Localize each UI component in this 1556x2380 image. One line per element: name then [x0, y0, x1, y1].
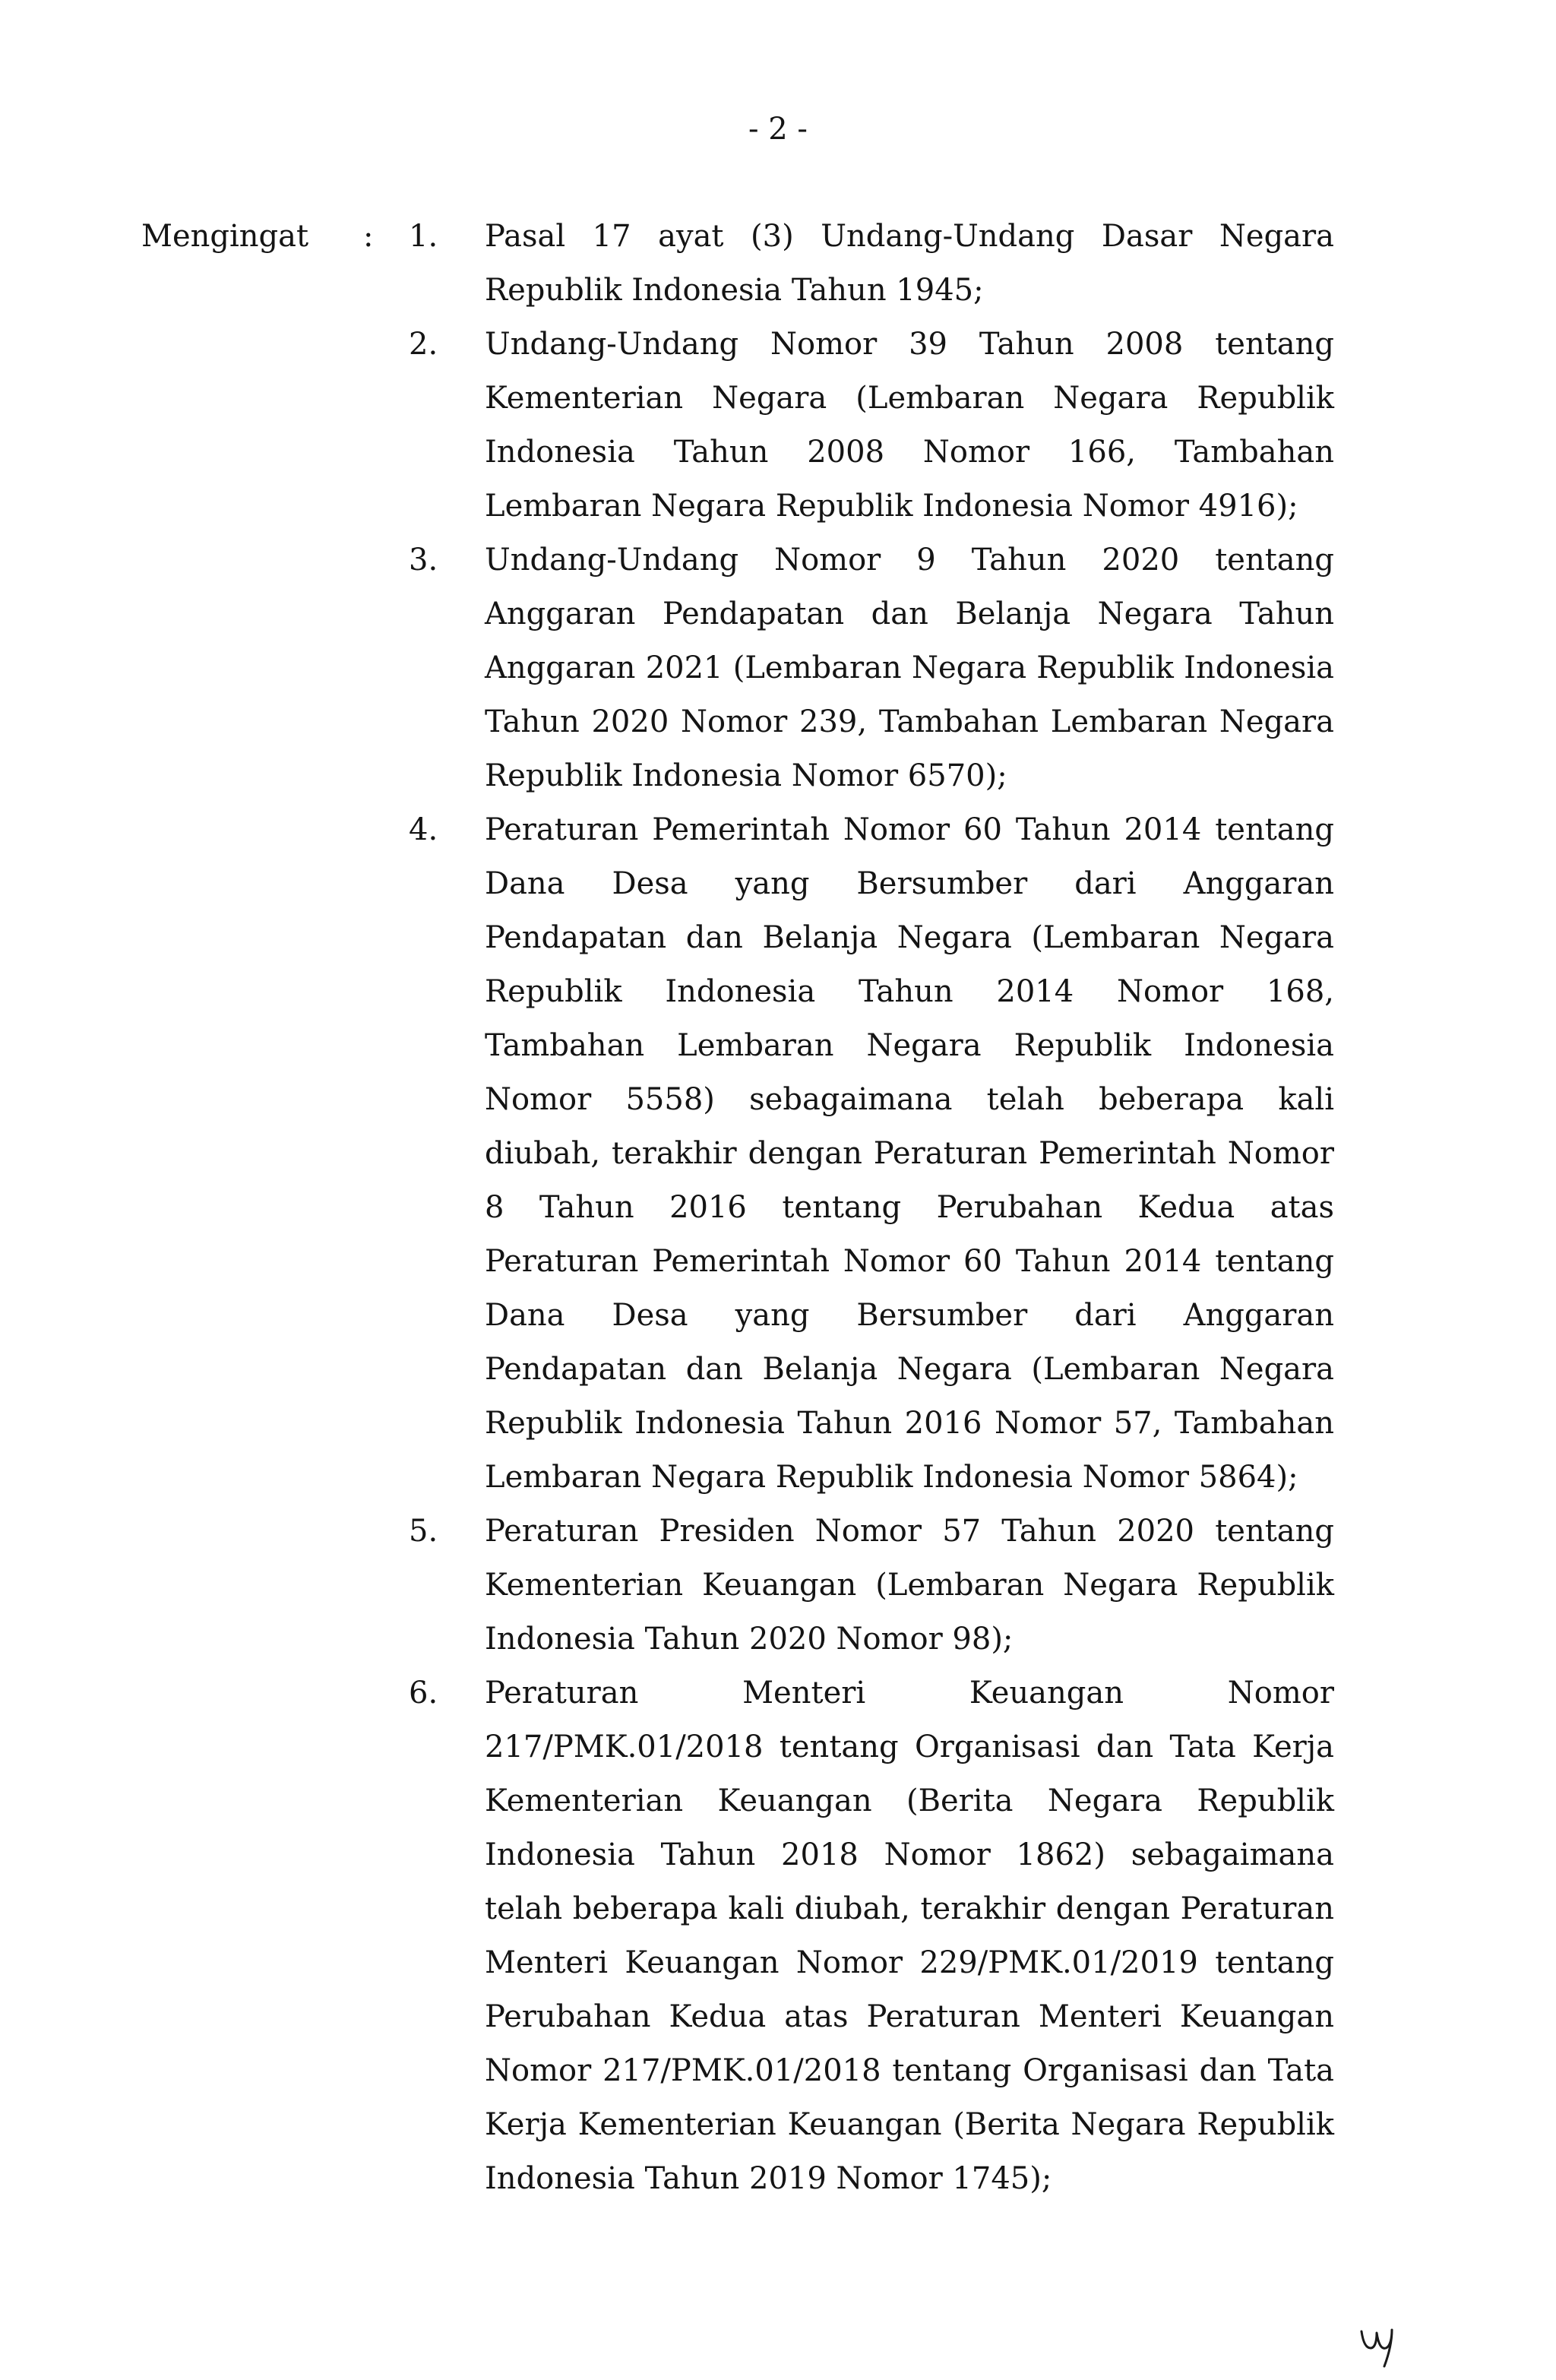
item-number: 4.: [409, 812, 438, 847]
list-item: [0, 1505, 1334, 1666]
item-number: 2.: [409, 327, 438, 362]
item-number: 3.: [409, 543, 438, 578]
list-item: [0, 533, 1334, 803]
item-number: 5.: [409, 1514, 438, 1549]
list-item: [0, 318, 1334, 533]
list-item: [0, 803, 1334, 1505]
item-text: Undang-Undang Nomor 9 Tahun 2020 tentang Anggaran Pendapatan dan Belanja Negara Tahun Anggaran 2021 (Lembaran Negara Republik Indonesia Tahun 2020 Nomor 239, Tambahan Lembaran Negara Republik Indonesia Nomor 6570);: [485, 543, 1334, 793]
list-item: [0, 1666, 1334, 2206]
page-number: - 2 -: [748, 112, 808, 147]
item-number: 6.: [409, 1676, 438, 1711]
legal-basis-list: [0, 210, 1334, 2206]
section-colon: :: [363, 219, 374, 254]
item-text: Undang-Undang Nomor 39 Tahun 2008 tentang Kementerian Negara (Lembaran Negara Republik Indonesia Tahun 2008 Nomor 166, Tambahan Lembaran Negara Republik Indonesia Nomor 4916);: [485, 327, 1334, 524]
item-number: 1.: [409, 219, 438, 254]
item-text: Peraturan Pemerintah Nomor 60 Tahun 2014 tentang Dana Desa yang Bersumber dari Anggaran Pendapatan dan Belanja Negara (Lembaran Negara Republik Indonesia Tahun 2014 Nomor 168, Tambahan Lembaran Negara Republik Indonesia Nomor 5558) sebagaimana telah beberapa kali diubah, terakhir dengan Peraturan Pemerintah Nomor 8 Tahun 2016 tentang Perubahan Kedua atas Peraturan Pemerintah Nomor 60 Tahun 2014 tentang Dana Desa yang Bersumber dari Anggaran Pendapatan dan Belanja Negara (Lembaran Negara Republik Indonesia Tahun 2016 Nomor 57, Tambahan Lembaran Negara Republik Indonesia Nomor 5864);: [485, 812, 1334, 1495]
item-text: Peraturan Menteri Keuangan Nomor 217/PMK.01/2018 tentang Organisasi dan Tata Kerja Kementerian Keuangan (Berita Negara Republik Indonesia Tahun 2018 Nomor 1862) sebagaimana telah beberapa kali diubah, terakhir dengan Peraturan Menteri Keuangan Nomor 229/PMK.01/2019 tentang Perubahan Kedua atas Peraturan Menteri Keuangan Nomor 217/PMK.01/2018 tentang Organisasi dan Tata Kerja Kementerian Keuangan (Berita Negara Republik Indonesia Tahun 2019 Nomor 1745);: [485, 1676, 1334, 2196]
paraf-initial-mark: [1358, 2325, 1395, 2368]
item-text: Peraturan Presiden Nomor 57 Tahun 2020 tentang Kementerian Keuangan (Lembaran Negara Republik Indonesia Tahun 2020 Nomor 98);: [485, 1514, 1334, 1657]
section-label: Mengingat: [141, 219, 309, 254]
list-item: [0, 210, 1334, 318]
item-text: Pasal 17 ayat (3) Undang-Undang Dasar Negara Republik Indonesia Tahun 1945;: [485, 219, 1334, 308]
